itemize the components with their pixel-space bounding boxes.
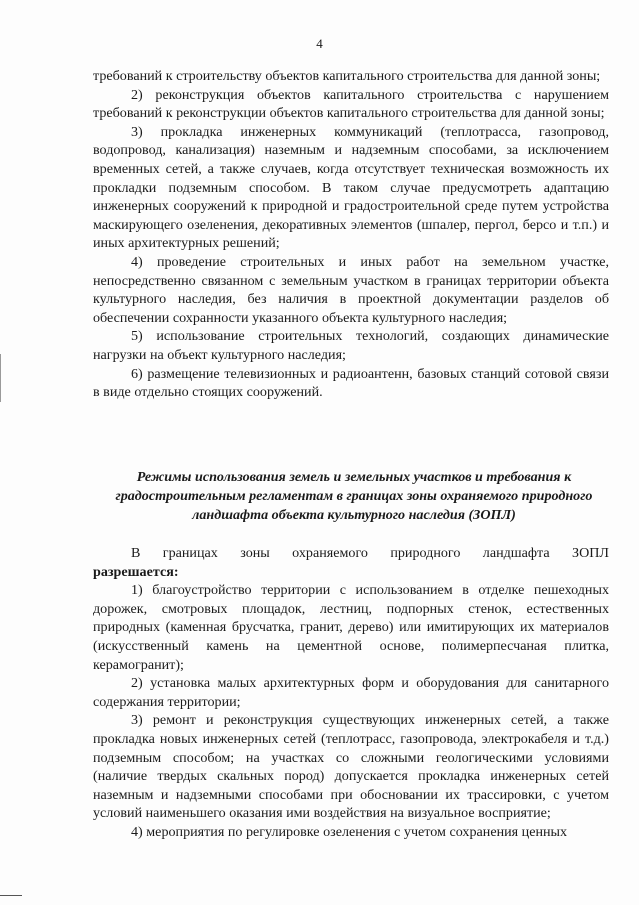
permission-item-1: 1) благоустройство территории с использованием в отделке пешеходных дорожек, смотровых площадок, лестниц, подпорных стенок, естественных природных (каменная брусчатка, гранит, дерево) или имитирующих их материалов (искусственный камень на цементной основе, полимерпесчаная плитка, керамогранит); [93, 582, 609, 673]
prohibitions-list [93, 67, 609, 402]
section-heading: Режимы использования земель и земельных участков и требования к градостроительным регламентам в границах зоны охраняемого природного ландшафта объекта культурного наследия (ЗОПЛ) [115, 469, 593, 523]
paragraph-item-4: 4) проведение строительных и иных работ на земельном участке, непосредственно связанном с земельным участком в границах территории объекта культурного наследия, без наличия в проектной документации разделов об обеспечении сохранности указанного объекта культурного наследия; [93, 253, 609, 326]
paragraph-item-2: 2) реконструкция объектов капитального строительства с нарушением требований к реконструкции объектов капитального строительства для данной зоны; [93, 86, 609, 122]
permission-item-2: 2) установка малых архитектурных форм и оборудования для санитарного содержания территории; [93, 675, 609, 710]
paragraph-item-5: 5) использование строительных технологий, создающих динамические нагрузки на объект культурного наследия; [93, 328, 609, 363]
scan-margin-mark [0, 354, 1, 402]
paragraph-item-3: 3) прокладка инженерных коммуникаций (теплотрасса, газопровод, водопровод, канализация) наземным и надземным способами, за исключением временных сетей, а также случаев, когда отсутствует техническая возможность их прокладки подземным способом. В таком случае предусмотреть адаптацию инженерных сооружений к природной и градостроительной среде путем устройства маскирующего озеленения, декоративных элементов (шпалер, пергол, берсо и т.п.) и иных архитектурных решений; [93, 123, 609, 252]
lead-bold-line [93, 563, 609, 582]
lead-paragraph [93, 544, 609, 563]
paragraph-continuation: требований к строительству объектов капитального строительства для данной зоны; [93, 68, 601, 84]
permissions-list [93, 544, 609, 842]
paragraph-item-6: 6) размещение телевизионных и радиоантенн, базовых станций сотовой связи в виде отдельно стоящих сооружений. [93, 365, 609, 401]
permission-item-3: 3) ремонт и реконструкция существующих инженерных сетей, а также прокладка новых инженерных сетей (теплотрасс, газопровода, электрокабеля и т.д.) подземным способом; на участках со сложными геологическими условиями (наличие твердых скальных пород) допускается прокладка инженерных сетей наземным и надземными способами при обосновании их трассировки, с учетом условий наименьшего оказания ими воздействия на визуальное восприятие; [93, 712, 609, 822]
allowed-label: разрешается: [93, 563, 179, 580]
permission-item-4: 4) мероприятия по регулировке озеленения с учетом сохранения ценных [131, 823, 568, 840]
scan-bottom-mark [0, 895, 22, 896]
page-number: 4 [316, 36, 323, 51]
lead-text: В границах зоны охраняемого природного ландшафта ЗОПЛ [131, 545, 609, 561]
